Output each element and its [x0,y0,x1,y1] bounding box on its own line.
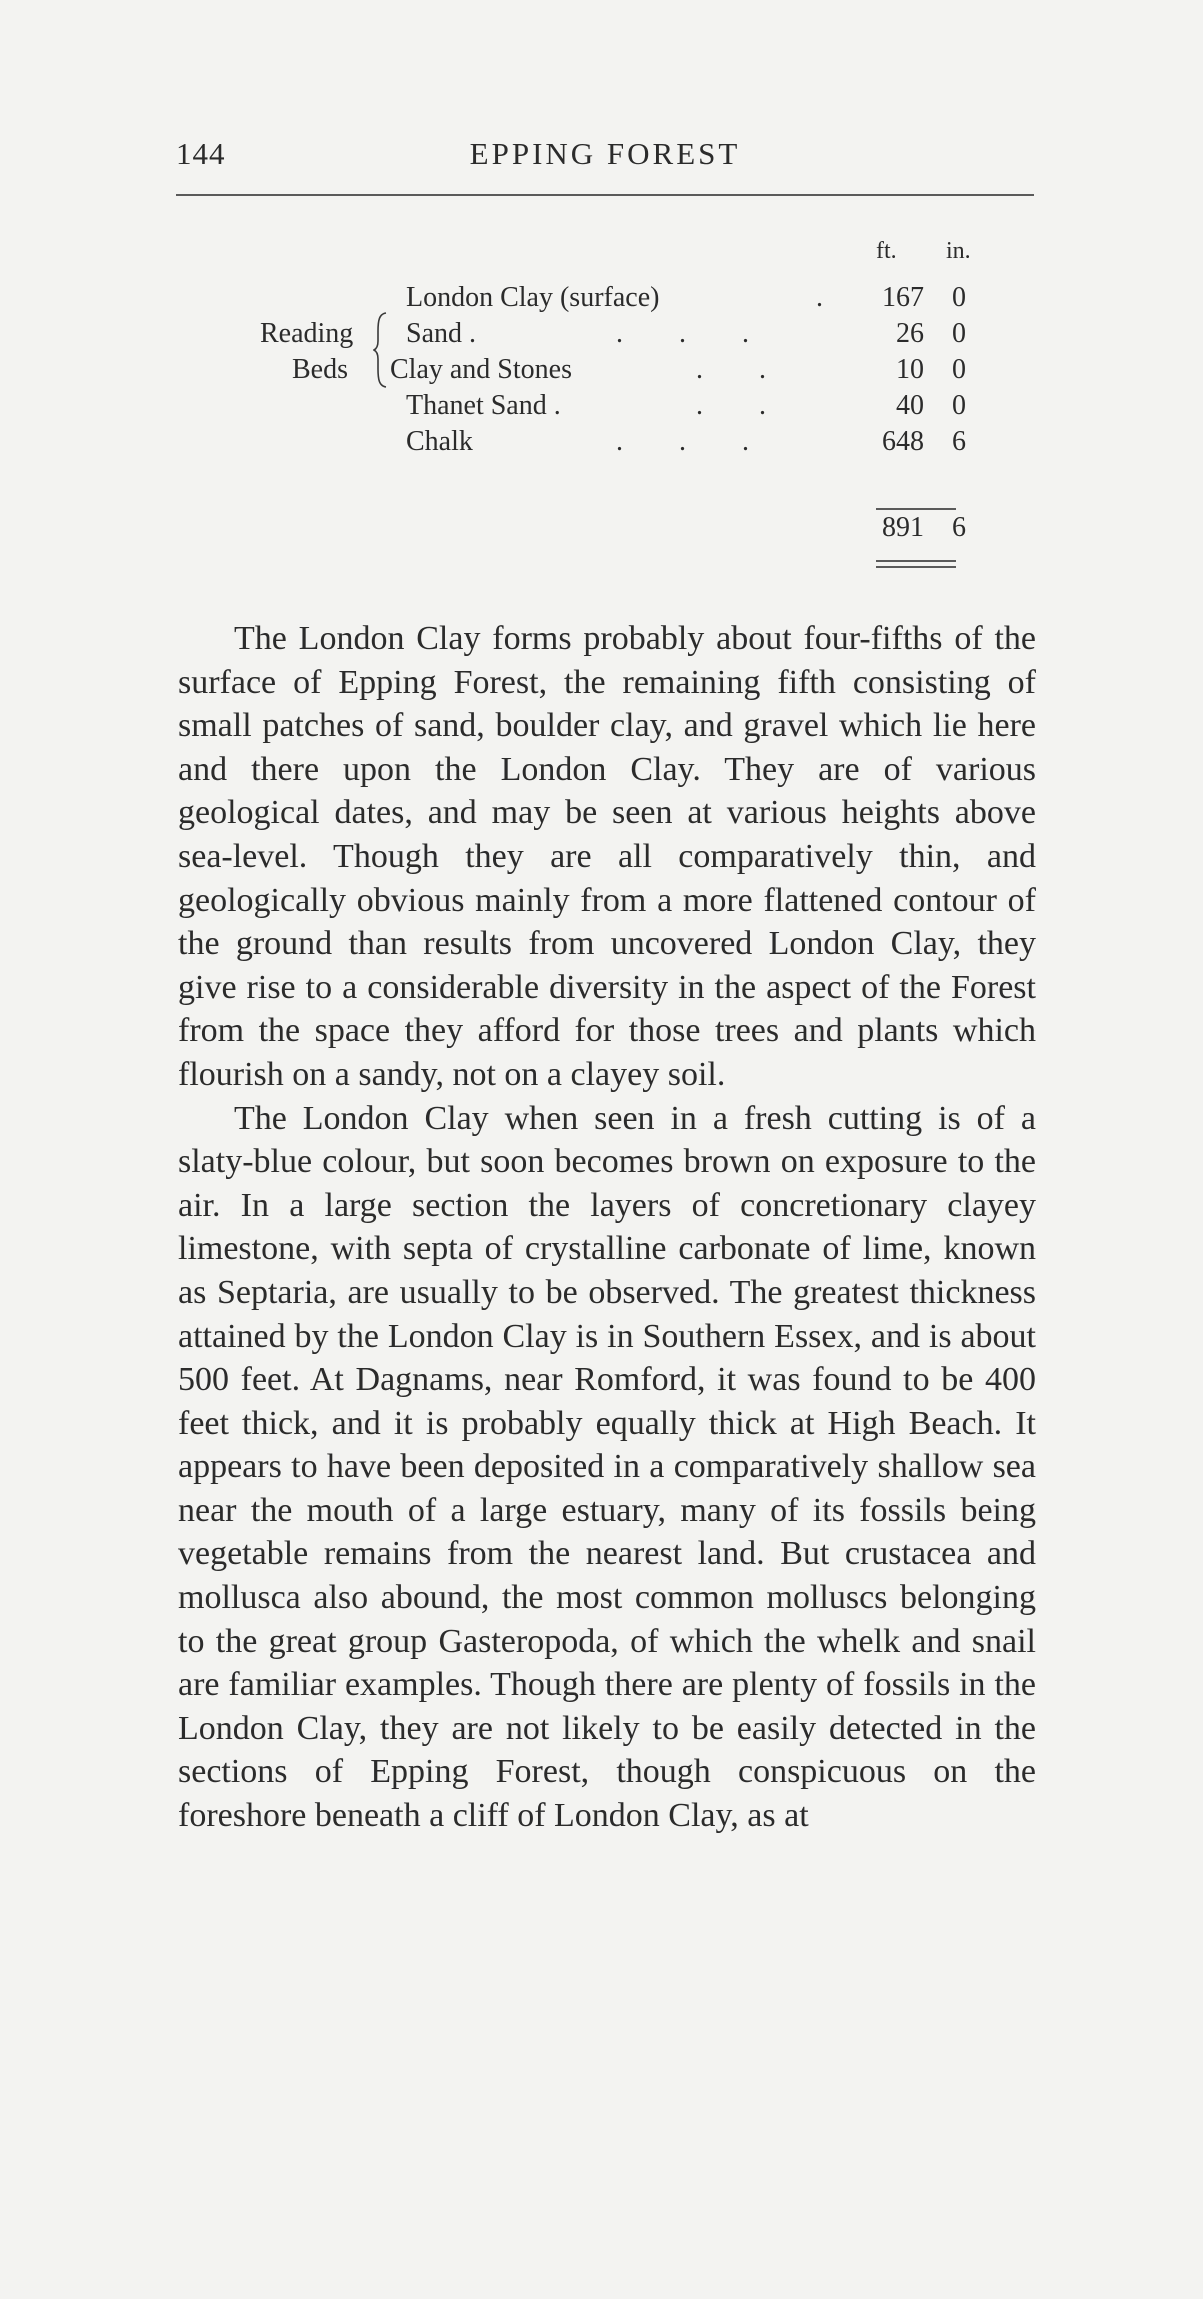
paragraph: The London Clay forms probably about four-fifths of the surface of Epping Forest, the remaining fifth consisting of small patches of sand, boulder clay, and gravel which lie here and there upon the London Clay. They are of various geological dates, and may be seen at various heights above sea-level. Though they are all comparatively thin, and geologically obvious mainly from a more flattened contour of the ground than results from uncovered London Clay, they give rise to a considerable diversity in the aspect of the Forest from the space they afford for those trees and plants which flourish on a sandy, not on a clayey soil. [178,620,1036,1093]
header-rule [176,194,1034,196]
table-row [176,282,1034,320]
leader-dots: . [816,282,825,313]
thickness-feet: 40 [896,390,924,421]
table-row [176,354,1034,392]
table-row [176,318,1034,356]
stratum-name: Chalk [406,426,473,457]
sum-rule [876,508,956,510]
thickness-inches: 0 [952,354,966,385]
table-row [176,390,1034,428]
thickness-inches: 0 [952,318,966,349]
leader-dots: . . [696,354,768,385]
total-inches: 6 [952,512,966,543]
group-label-reading: Reading [260,318,354,349]
thickness-feet: 26 [896,318,924,349]
thickness-inches: 0 [952,390,966,421]
thickness-feet: 167 [882,282,924,313]
double-rule-bottom [876,566,956,568]
page-number: 144 [176,136,226,171]
unit-inches-label: in. [946,238,971,264]
table-row [176,426,1034,464]
thickness-inches: 6 [952,426,966,457]
stratum-name: Clay and Stones [390,354,572,385]
unit-feet-label: ft. [876,238,897,264]
leader-dots: . . . [616,318,751,349]
leader-dots: . . . [616,426,751,457]
thickness-feet: 648 [882,426,924,457]
thickness-feet: 10 [896,354,924,385]
body-text [178,617,1036,1838]
stratum-name: Thanet Sand . [406,390,561,421]
paragraph: The London Clay when seen in a fresh cutting is of a slaty-blue colour, but soon becomes brown on exposure to the air. In a large section the layers of concretionary clayey limestone, with septa of crystalline carbonate of lime, known as Septaria, are usually to be observed. The greatest thickness attained by the London Clay is in Southern Essex, and is about 500 feet. At Dagnams, near Romford, it was found to be 400 feet thick, and it is probably equally thick at High Beach. It appears to have been deposited in a comparatively shallow sea near the mouth of a large estuary, many of its fossils being vegetable remains from the nearest land. But crustacea and mollusca also abound, the most common molluscs belonging to the great group Gasteropoda, of which the whelk and snail are familiar examples. Though there are plenty of fossils in the London Clay, they are not likely to be easily detected in the sections of Epping Forest, though conspicuous on the foreshore beneath a cliff of London Clay, as at [178,1099,1036,1835]
total-feet: 891 [882,512,924,543]
table-total-row [176,512,1034,552]
running-head [176,128,1034,174]
group-label-beds: Beds [292,354,348,385]
stratum-name: Sand . [406,318,476,349]
running-title: EPPING FOREST [469,136,741,171]
thickness-inches: 0 [952,282,966,313]
double-rule-top [876,560,956,562]
stratum-name: London Clay (surface) [406,282,660,313]
leader-dots: . . [696,390,768,421]
